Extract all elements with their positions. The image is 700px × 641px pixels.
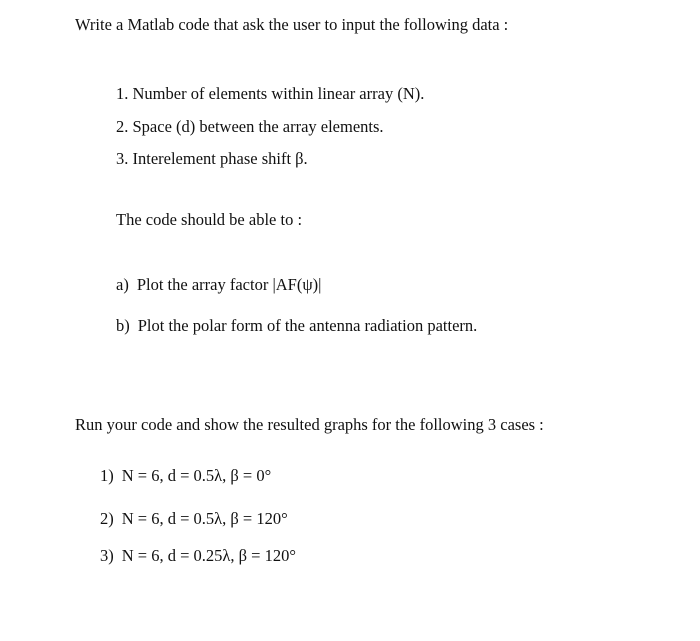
case-marker: 3) <box>100 546 114 565</box>
case-marker: 2) <box>100 509 114 528</box>
case-text: N = 6, d = 0.5λ, β = 0° <box>121 466 272 485</box>
capability-marker: a) <box>116 275 129 294</box>
case-item-3 <box>100 546 296 566</box>
intro-text: Write a Matlab code that ask the user to input the following data : <box>75 15 509 34</box>
case-marker: 1) <box>100 466 114 485</box>
run-heading: Run your code and show the resulted graphs for the following 3 cases : <box>75 415 544 434</box>
capability-marker: b) <box>116 316 130 335</box>
capability-item-b <box>116 316 477 336</box>
case-item-1 <box>100 466 271 486</box>
input-item-beta: 3. Interelement phase shift β. <box>116 149 308 168</box>
ability-heading: The code should be able to : <box>116 210 303 229</box>
input-item-n: 1. Number of elements within linear array (N). <box>116 84 425 103</box>
capability-text: Plot the array factor |AF(ψ)| <box>136 275 322 294</box>
capability-text: Plot the polar form of the antenna radiation pattern. <box>137 316 478 335</box>
input-item-d: 2. Space (d) between the array elements. <box>116 117 384 136</box>
case-text: N = 6, d = 0.25λ, β = 120° <box>121 546 296 565</box>
capability-item-a <box>116 275 321 295</box>
case-item-2 <box>100 509 288 529</box>
case-text: N = 6, d = 0.5λ, β = 120° <box>121 509 288 528</box>
